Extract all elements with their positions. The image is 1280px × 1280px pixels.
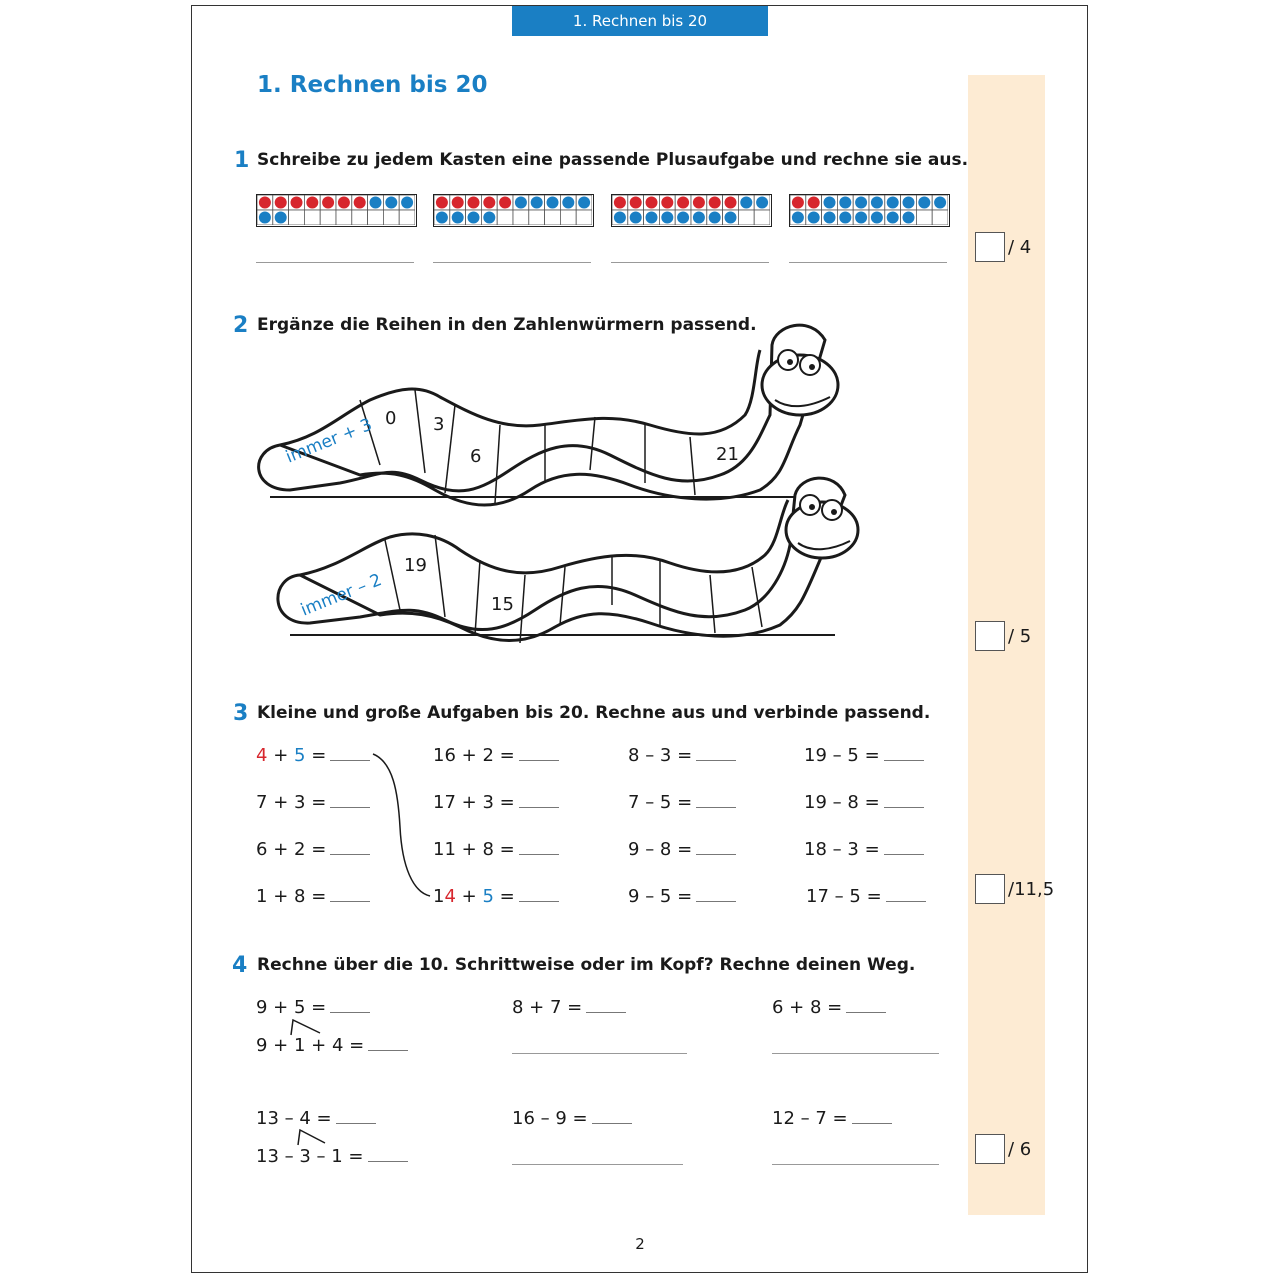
worm-2-number: 15	[491, 594, 514, 615]
worm-2-outline	[300, 500, 788, 575]
worm-segment	[385, 540, 400, 610]
frame-cell	[383, 210, 399, 225]
answer-blank[interactable]	[884, 746, 924, 761]
blue-counter	[370, 197, 382, 209]
answer-blank[interactable]	[846, 998, 886, 1013]
equation: 9 – 5 =	[628, 886, 736, 907]
blue-counter	[839, 197, 851, 209]
blue-counter	[824, 212, 836, 224]
red-counter	[677, 197, 689, 209]
equation: 17 – 5 =	[806, 886, 926, 907]
blue-counter	[562, 197, 574, 209]
frame-cell	[560, 210, 576, 225]
red-counter	[709, 197, 721, 209]
blue-counter	[259, 212, 271, 224]
frame-cell	[576, 210, 592, 225]
equation-step: 9 + 1 + 4 =	[256, 1035, 408, 1056]
blue-counter	[871, 212, 883, 224]
score-max: /11,5	[1008, 878, 1055, 900]
worm-1-rule: immer + 3	[283, 414, 376, 468]
red-counter	[338, 197, 350, 209]
task-3-number: 3	[233, 701, 249, 726]
frame-cell	[304, 210, 320, 225]
page-number: 2	[635, 1235, 645, 1253]
equation-step: 13 – 3 – 1 =	[256, 1146, 408, 1167]
frame-cell	[545, 210, 561, 225]
equation: 7 + 3 =	[256, 792, 370, 813]
frame-cell	[336, 210, 352, 225]
blue-counter	[934, 197, 946, 209]
equation: 7 – 5 =	[628, 792, 736, 813]
blue-counter	[824, 197, 836, 209]
red-counter	[661, 197, 673, 209]
red-counter	[468, 197, 480, 209]
answer-blank[interactable]	[368, 1036, 408, 1051]
red-counter	[483, 197, 495, 209]
chapter-tab: 1. Rechnen bis 20	[512, 6, 768, 36]
task-2-number: 2	[233, 313, 249, 338]
answer-blank[interactable]	[336, 1109, 376, 1124]
score-input[interactable]	[975, 232, 1005, 262]
working-line[interactable]	[512, 1053, 687, 1054]
answer-blank[interactable]	[519, 840, 559, 855]
worm-segment	[415, 390, 425, 473]
red-counter	[725, 197, 737, 209]
blue-counter	[677, 212, 689, 224]
blue-counter	[808, 212, 820, 224]
worm-2-rule: immer – 2	[298, 570, 385, 621]
score-max: / 6	[1008, 1138, 1032, 1160]
worm-1-number: 21	[716, 444, 739, 465]
worm-2-number: 19	[404, 555, 427, 576]
red-counter	[808, 197, 820, 209]
red-counter	[499, 197, 511, 209]
working-line[interactable]	[772, 1053, 939, 1054]
answer-line[interactable]	[433, 262, 591, 263]
blue-counter	[531, 197, 543, 209]
frame-1-dots	[257, 195, 415, 225]
answer-blank[interactable]	[884, 840, 924, 855]
frame-cell	[497, 210, 513, 225]
frame-cell	[399, 210, 415, 225]
blue-counter	[385, 197, 397, 209]
blue-counter	[839, 212, 851, 224]
red-counter	[275, 197, 287, 209]
equation: 8 – 3 =	[628, 745, 736, 766]
equation: 17 + 3 =	[433, 792, 559, 813]
answer-blank[interactable]	[592, 1109, 632, 1124]
answer-blank[interactable]	[519, 887, 559, 902]
frame-cell	[320, 210, 336, 225]
frame-2-dots	[434, 195, 592, 225]
red-counter	[792, 197, 804, 209]
equation: 13 – 4 =	[256, 1108, 376, 1129]
answer-blank[interactable]	[696, 887, 736, 902]
equation: 9 + 5 =	[256, 997, 370, 1018]
red-counter	[306, 197, 318, 209]
page-title: 1. Rechnen bis 20	[257, 72, 488, 98]
blue-counter	[903, 212, 915, 224]
red-counter	[646, 197, 658, 209]
answer-blank[interactable]	[519, 746, 559, 761]
blue-counter	[483, 212, 495, 224]
red-counter	[354, 197, 366, 209]
twenty-frame-2	[433, 194, 594, 227]
worm-2-pupil	[809, 504, 815, 510]
frame-3-dots	[612, 195, 770, 225]
answer-blank[interactable]	[884, 793, 924, 808]
red-counter	[322, 197, 334, 209]
worm-segment	[435, 535, 445, 617]
working-line[interactable]	[512, 1164, 683, 1165]
blue-counter	[887, 212, 899, 224]
blue-counter	[725, 212, 737, 224]
score-box-task-4	[975, 1134, 1031, 1164]
answer-blank[interactable]	[519, 793, 559, 808]
answer-blank[interactable]	[586, 998, 626, 1013]
equation: 6 + 2 =	[256, 839, 370, 860]
blue-counter	[515, 197, 527, 209]
blue-counter	[661, 212, 673, 224]
answer-blank[interactable]	[696, 840, 736, 855]
red-counter	[436, 197, 448, 209]
equation: 4 + 5 =	[256, 745, 370, 766]
frame-4-dots	[790, 195, 948, 225]
score-box-task-1	[975, 232, 1031, 262]
blue-counter	[903, 197, 915, 209]
task-1-number: 1	[234, 148, 250, 173]
task-4-instruction: Rechne über die 10. Schrittweise oder im Kopf? Rechne deinen Weg.	[257, 955, 916, 975]
blue-counter	[436, 212, 448, 224]
task-4-number: 4	[232, 953, 248, 978]
frame-cell	[289, 210, 305, 225]
equation: 1 + 8 =	[256, 886, 370, 907]
red-counter	[291, 197, 303, 209]
red-counter	[259, 197, 271, 209]
answer-blank[interactable]	[330, 840, 370, 855]
score-input[interactable]	[975, 874, 1005, 904]
frame-cell	[754, 210, 770, 225]
equation: 8 + 7 =	[512, 997, 626, 1018]
number-worms-illustration	[240, 305, 880, 665]
equation: 9 – 8 =	[628, 839, 736, 860]
red-counter	[693, 197, 705, 209]
worm-1-number: 6	[470, 446, 482, 467]
connection-line-example	[368, 752, 438, 902]
worm-segment	[475, 560, 480, 635]
worm-1-number: 0	[385, 408, 397, 429]
equation: 16 + 2 =	[433, 745, 559, 766]
worm-2-pupil	[831, 509, 837, 515]
worm-1-pupil	[809, 364, 815, 370]
blue-counter	[468, 212, 480, 224]
score-box-task-3	[975, 874, 1054, 904]
blue-counter	[275, 212, 287, 224]
worm-1-number: 3	[433, 414, 445, 435]
score-max: / 4	[1008, 236, 1032, 258]
task-2-instruction: Ergänze die Reihen in den Zahlenwürmern passend.	[257, 315, 757, 335]
blue-counter	[646, 212, 658, 224]
frame-cell	[932, 210, 948, 225]
twenty-frame-4	[789, 194, 950, 227]
frame-cell	[916, 210, 932, 225]
task-1-instruction: Schreibe zu jedem Kasten eine passende Plusaufgabe und rechne sie aus.	[257, 150, 969, 170]
answer-blank[interactable]	[330, 746, 370, 761]
decomposition-branch	[295, 1127, 335, 1147]
frame-cell	[529, 210, 545, 225]
equation: 12 – 7 =	[772, 1108, 892, 1129]
answer-blank[interactable]	[330, 887, 370, 902]
equation: 6 + 8 =	[772, 997, 886, 1018]
worm-1-pupil	[787, 359, 793, 365]
frame-cell	[738, 210, 754, 225]
decomposition-branch	[288, 1017, 328, 1037]
worm-segment	[445, 405, 455, 493]
blue-counter	[614, 212, 626, 224]
blue-counter	[401, 197, 413, 209]
answer-blank[interactable]	[330, 998, 370, 1013]
equation: 19 – 5 =	[804, 745, 924, 766]
equation: 16 – 9 =	[512, 1108, 632, 1129]
blue-counter	[630, 212, 642, 224]
score-box-task-2	[975, 621, 1031, 651]
frame-cell	[513, 210, 529, 225]
red-counter	[452, 197, 464, 209]
blue-counter	[855, 197, 867, 209]
blue-counter	[547, 197, 559, 209]
score-input[interactable]	[975, 621, 1005, 651]
score-input[interactable]	[975, 1134, 1005, 1164]
blue-counter	[693, 212, 705, 224]
equation: 14 + 5 =	[433, 886, 559, 907]
blue-counter	[887, 197, 899, 209]
answer-blank[interactable]	[886, 887, 926, 902]
red-counter	[630, 197, 642, 209]
equation: 18 – 3 =	[804, 839, 924, 860]
answer-blank[interactable]	[330, 793, 370, 808]
blue-counter	[578, 197, 590, 209]
blue-counter	[740, 197, 752, 209]
red-counter	[614, 197, 626, 209]
equation: 19 – 8 =	[804, 792, 924, 813]
blue-counter	[709, 212, 721, 224]
answer-blank[interactable]	[696, 746, 736, 761]
task-3-instruction: Kleine und große Aufgaben bis 20. Rechne aus und verbinde passend.	[257, 703, 931, 723]
equation: 11 + 8 =	[433, 839, 559, 860]
working-line[interactable]	[772, 1164, 939, 1165]
answer-line[interactable]	[256, 262, 414, 263]
blue-counter	[855, 212, 867, 224]
score-max: / 5	[1008, 625, 1032, 647]
blue-counter	[756, 197, 768, 209]
twenty-frame-1	[256, 194, 417, 227]
answer-blank[interactable]	[696, 793, 736, 808]
blue-counter	[452, 212, 464, 224]
frame-cell	[352, 210, 368, 225]
answer-line[interactable]	[611, 262, 769, 263]
answer-line[interactable]	[789, 262, 947, 263]
answer-blank[interactable]	[852, 1109, 892, 1124]
blue-counter	[792, 212, 804, 224]
blue-counter	[918, 197, 930, 209]
blue-counter	[871, 197, 883, 209]
answer-blank[interactable]	[368, 1147, 408, 1162]
twenty-frame-3	[611, 194, 772, 227]
frame-cell	[368, 210, 384, 225]
